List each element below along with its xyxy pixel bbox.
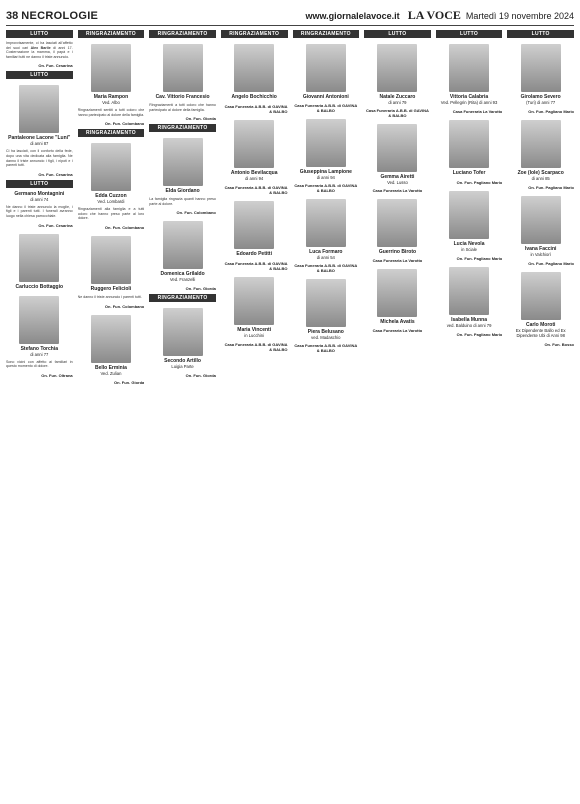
text-block: Ne danno il triste annuncio la moglie, i figli e i parenti tutti. I funerali avranno luogo nella chiesa parrocchiale.: [6, 204, 73, 218]
section-tag: RINGRAZIAMENTO: [221, 30, 288, 38]
issue-date: Martedì 19 novembre 2024: [465, 10, 574, 21]
portrait-photo: [163, 138, 203, 186]
text-block: Ci ha lasciati, con il conforto della fede, dopo una vita dedicata alla famiglia. Ne danno il triste annuncio i figli, i nipoti e i parenti tutti.: [6, 149, 73, 168]
person-name: Piera Belusano: [307, 329, 344, 335]
obituary-card: [436, 41, 503, 105]
section-title: NECROLOGIE: [21, 9, 99, 22]
person-name: Stefano Torchia: [20, 345, 59, 352]
funeral-home: On. Fun. Pagliano Mario: [456, 332, 503, 337]
text-block: Ne danno il triste annuncio i parenti tutti.: [77, 294, 142, 299]
obituary-card: [507, 269, 574, 338]
obituary-card: [293, 116, 360, 180]
portrait-photo: [234, 44, 274, 92]
obituary-card: [507, 193, 574, 257]
funeral-home-banner: Casa Funeraria A.B.B. di GAVINA & BALBO: [294, 343, 358, 353]
obituary-card: [293, 41, 360, 100]
obituary-card: [293, 196, 360, 260]
funeral-home-banner: Casa Funeraria La Varotto: [372, 258, 423, 263]
funeral-home: On. Fun. Pagliano Mario: [456, 180, 503, 185]
person-name: Giovanni Antonioni: [302, 94, 349, 100]
portrait-photo: [449, 120, 489, 168]
funeral-home: On. Fun. Giorda: [185, 286, 216, 292]
person-age: Ved. Lusso: [387, 180, 408, 185]
section-tag: LUTTO: [507, 30, 574, 38]
funeral-home: On. Fun. Colombano: [176, 210, 216, 216]
person-age: di anni 79: [388, 100, 407, 105]
funeral-home: On. Fun. Pagliano Mario: [528, 185, 574, 190]
column-1: [6, 30, 73, 802]
obituary-card: [507, 41, 574, 105]
column-5: [293, 30, 360, 802]
obituary-card: [78, 312, 145, 376]
portrait-photo: [449, 44, 489, 92]
section-tag: RINGRAZIAMENTO: [78, 30, 145, 38]
text-block: La famiglia ringrazia quanti hanno preso parte al dolore.: [149, 197, 216, 206]
section-tag: LUTTO: [6, 71, 73, 79]
person-age: di anni 77: [30, 351, 49, 357]
person-age: in Lucchini: [244, 333, 265, 338]
obituary-card: [507, 117, 574, 181]
portrait-photo: [306, 279, 346, 327]
person-name: Edda Cuzzon: [95, 193, 127, 200]
person-name: Zoe (Iole) Scarpaco: [517, 170, 564, 176]
funeral-home: Casa Funeraria La Varotto: [452, 109, 503, 114]
portrait-photo: [377, 124, 417, 172]
funeral-home: On. Fun. Cesarina: [38, 63, 73, 69]
person-name: Luciano Tofer: [452, 170, 486, 176]
section-tag: RINGRAZIAMENTO: [78, 129, 145, 137]
person-age: Ved. Franzelli: [169, 277, 196, 283]
obituary-card: [78, 140, 145, 204]
funeral-home: On. Fun. Cesarina: [38, 171, 73, 177]
section-tag: LUTTO: [364, 30, 431, 38]
obituary-card: [149, 218, 216, 282]
portrait-photo: [91, 315, 131, 363]
portrait-photo: [234, 120, 274, 168]
person-name: Natale Zuccaro: [379, 94, 416, 100]
person-age: Ex Dipendente Ballo ed Ex Dipendente Ubi di Anni 98: [515, 328, 566, 338]
person-age: Ved. Albo: [102, 100, 120, 105]
page-header: [6, 6, 574, 26]
person-name: Bello Erminia: [94, 364, 127, 371]
person-age: di anni 74: [30, 196, 49, 202]
funeral-home: On. Fun. Giorda: [185, 116, 216, 122]
person-age: Luigia Parte: [171, 364, 194, 370]
person-name: Gemma Airetti: [380, 174, 415, 180]
portrait-photo: [521, 196, 561, 244]
portrait-photo: [19, 85, 59, 133]
portrait-photo: [306, 199, 346, 247]
person-name: Cav. Vittorio Francesio: [155, 94, 210, 100]
obituary-card: [149, 305, 216, 369]
person-age: Ved. Pellegrin (Rita) di anni 93: [440, 100, 498, 105]
person-age: di anni 85: [531, 176, 550, 181]
person-name: Domenica Grilaldo: [160, 271, 205, 278]
funeral-home-banner: Casa Funeraria La Varotto: [372, 188, 423, 193]
text-block: Sono vicini con affetto ai familiari in questo momento di dolore.: [6, 359, 73, 369]
obituary-card: [436, 117, 503, 176]
funeral-home: Casa Funeraria A.B.B. di GAVINA & BALBO: [224, 261, 288, 271]
obituary-card: [364, 121, 431, 185]
person-name: Pantaleone Lacone "Luni": [8, 135, 71, 142]
person-name: Maria Vincenti: [237, 327, 272, 333]
person-age: ved. Madaschio: [311, 335, 341, 340]
person-age: (Turi) di anni 77: [526, 100, 556, 105]
funeral-home: On. Fun. Colombano: [104, 224, 145, 230]
funeral-home: On. Fun. Pagliano Mario: [528, 261, 574, 266]
portrait-photo: [449, 267, 489, 315]
portrait-photo: [377, 269, 417, 317]
portrait-photo: [521, 272, 561, 320]
person-age: di anni 94: [316, 175, 335, 180]
portrait-photo: [449, 191, 489, 239]
masthead-brand: LA VOCE: [407, 8, 461, 22]
obituary-card: [78, 41, 145, 105]
person-name: Carlo Moroti: [525, 322, 556, 328]
person-name: Secondo Artillo: [164, 358, 201, 365]
text-block: Ringraziamenti sentiti a tutti coloro che hanno partecipato al dolore della famiglia.: [77, 108, 145, 117]
obituary-card: [78, 233, 145, 292]
obituary-card: [6, 293, 73, 357]
obituary-card: [364, 41, 431, 105]
section-tag: LUTTO: [6, 180, 73, 188]
funeral-home: Casa Funeraria A.B.B. di GAVINA & BALBO: [224, 342, 288, 352]
portrait-photo: [521, 44, 561, 92]
obituary-card: [6, 82, 73, 146]
obituary-card: [436, 264, 503, 328]
funeral-home: On. Fun. Colombano: [104, 303, 145, 309]
person-age: Ved. Zulian: [100, 370, 122, 376]
column-2: [78, 30, 145, 802]
funeral-home: On. Fun. Cesarina: [38, 222, 73, 228]
website-url[interactable]: www.giornalelavoce.it: [305, 10, 400, 21]
obituary-card: [221, 274, 288, 338]
funeral-home: On. Fun. Pagliano Mario: [456, 256, 503, 261]
funeral-home-banner: Casa Funeraria A.B.B. di GAVINA & BALBO: [365, 108, 429, 118]
portrait-photo: [234, 201, 274, 249]
person-name: Giuseppina Lampione: [299, 169, 352, 175]
section-tag: RINGRAZIAMENTO: [293, 30, 360, 38]
portrait-photo: [377, 44, 417, 92]
person-age: Ved. Lombardi: [97, 199, 125, 205]
portrait-photo: [19, 234, 59, 282]
person-name: Ruggero Felicioli: [90, 285, 132, 292]
text-block: Ringraziamenti alla famiglia e a tutti coloro che hanno preso parte al loro dolore.: [77, 207, 145, 221]
person-age: in Valchiorì: [530, 252, 551, 257]
portrait-photo: [91, 143, 131, 191]
person-name: Elda Giordano: [165, 188, 200, 195]
funeral-home: Casa Funeraria A.B.B. di GAVINA & BALBO: [224, 185, 288, 195]
person-name: Antonio Bevilacqua: [230, 170, 278, 176]
portrait-photo: [163, 308, 203, 356]
obituary-card: [6, 191, 73, 202]
person-name: Germano Montagnini: [14, 190, 65, 197]
portrait-photo: [19, 296, 59, 344]
person-name: Michela Avatis: [380, 319, 415, 325]
column-4: [221, 30, 288, 802]
funeral-home: On. Fun. Pagliano Mario: [528, 109, 574, 114]
person-name: Angelo Bochicchio: [231, 94, 277, 100]
portrait-photo: [306, 44, 346, 92]
funeral-home-banner: Casa Funeraria A.B.B. di GAVINA & BALBO: [294, 103, 358, 113]
person-name: Lucia Nevola: [453, 241, 485, 247]
obituary-card: [221, 198, 288, 257]
person-name: Maria Rampon: [93, 94, 129, 100]
funeral-home-banner: Casa Funeraria A.B.B. di GAVINA & BALBO: [294, 263, 358, 273]
section-tag: LUTTO: [436, 30, 503, 38]
person-name: Girolamo Severo: [520, 94, 561, 100]
obituary-card: [293, 276, 360, 340]
portrait-photo: [234, 277, 274, 325]
funeral-home: On. Fun. Bosso: [544, 342, 574, 347]
column-6: [364, 30, 431, 802]
column-8: [507, 30, 574, 802]
funeral-home: On. Fun. Giorda: [185, 373, 216, 379]
obituary-card: [6, 231, 73, 290]
person-age: di anni 54: [316, 255, 335, 260]
portrait-photo: [377, 199, 417, 247]
text-block: Ringraziamenti a tutti coloro che hanno partecipato al dolore della famiglia.: [149, 103, 216, 112]
person-name: Isabella Munna: [451, 317, 487, 323]
person-age: ved. Balduino di anni 79: [446, 323, 492, 328]
portrait-photo: [521, 120, 561, 168]
person-name: Edoardo Petitti: [236, 251, 272, 257]
portrait-photo: [91, 236, 131, 284]
section-tag: RINGRAZIAMENTO: [149, 294, 216, 302]
portrait-photo: [163, 44, 203, 92]
obituary-card: [149, 41, 216, 100]
obituary-card: [221, 41, 288, 100]
section-tag: RINGRAZIAMENTO: [149, 30, 216, 38]
person-name: Ivana Faccini: [524, 246, 557, 252]
funeral-home: On. Fun. Giorda: [114, 379, 145, 385]
section-tag: RINGRAZIAMENTO: [149, 124, 216, 132]
obituary-card: [364, 266, 431, 325]
funeral-home-banner: Casa Funeraria A.B.B. di GAVINA & BALBO: [294, 183, 358, 193]
obituary-card: [436, 188, 503, 252]
obituary-card: [149, 135, 216, 194]
funeral-home: On. Fun. Oltrana: [41, 372, 73, 378]
person-name: Carluccio Bottaggio: [15, 283, 64, 290]
person-name: Luca Formaro: [309, 249, 343, 255]
portrait-photo: [91, 44, 131, 92]
person-name: Guerrino Biroto: [378, 249, 417, 255]
obituary-card: [364, 196, 431, 255]
portrait-photo: [306, 119, 346, 167]
column-3: [149, 30, 216, 802]
funeral-home: On. Fun. Colombano: [104, 121, 145, 127]
funeral-home-banner: Casa Funeraria La Varotto: [372, 328, 423, 333]
funeral-home: Casa Funeraria A.B.B. di GAVINA & BALBO: [224, 104, 288, 114]
page-number: 38: [6, 9, 19, 22]
person-name: Vittoria Calabria: [449, 94, 489, 100]
person-age: in Sciale: [461, 247, 477, 252]
text-block: Improvvisamente, ci ha lasciati all'affetto dei suoi cari Alex Barile di anni 17. Costernazione la mamma, il papà e i familiari tutti ne danno il triste annuncio.: [6, 41, 73, 59]
section-tag: LUTTO: [6, 30, 73, 38]
person-age: di anni 87: [30, 141, 49, 147]
person-age: di anni 94: [245, 176, 264, 181]
portrait-photo: [163, 221, 203, 269]
obituary-card: [221, 117, 288, 181]
column-7: [436, 30, 503, 802]
